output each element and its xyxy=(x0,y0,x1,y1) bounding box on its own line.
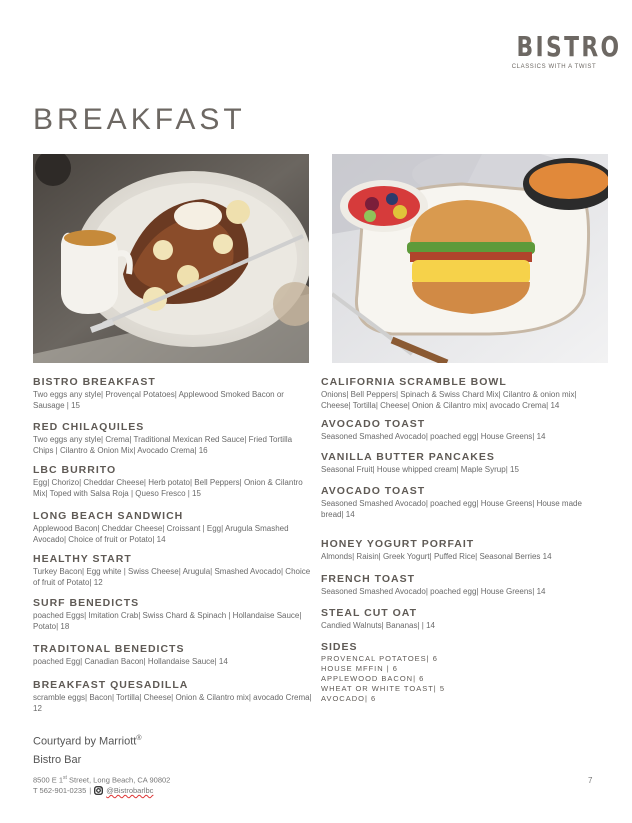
footer-address xyxy=(33,773,333,786)
side-item: APPLEWOOD BACON| 6 xyxy=(321,674,425,683)
menu-item xyxy=(33,679,313,714)
item-desc: Two eggs any style| Provençal Potatoes| Applewood Smoked Bacon or Sausage | 15 xyxy=(33,390,284,410)
menu-item xyxy=(33,421,313,456)
address-prefix: 8500 E 1 xyxy=(33,775,64,785)
item-name: AVOCADO TOAST xyxy=(321,485,426,497)
address-suffix: Street, Long Beach, CA 90802 xyxy=(66,775,171,785)
item-name: AVOCADO TOAST xyxy=(321,418,426,430)
instagram-icon xyxy=(94,786,103,795)
instagram-handle-link[interactable]: @Bistrobarlbc xyxy=(106,786,154,796)
item-desc: Seasonal Fruit| House whipped cream| Maple Syrup| 15 xyxy=(321,465,519,474)
menu-item xyxy=(321,376,591,411)
item-desc: Seasoned Smashed Avocado| poached egg| House Greens| 14 xyxy=(321,432,546,441)
item-name: FRENCH TOAST xyxy=(321,573,416,585)
menu-item xyxy=(33,376,313,411)
separator: | xyxy=(89,786,92,796)
bistro-logo xyxy=(506,30,622,70)
side-item: AVOCADO| 6 xyxy=(321,694,377,703)
side-item: HOUSE MFFIN | 6 xyxy=(321,664,398,673)
menu-item xyxy=(321,451,591,476)
side-item: WHEAT OR WHITE TOAST| 5 xyxy=(321,684,445,693)
item-desc: Onions| Bell Peppers| Spinach & Swiss Chard Mix| Cilantro & onion mix| Cheese| Tortilla| Cheese| Onion & Cilantro mix| avocado Crema| 14 xyxy=(321,390,577,410)
item-name: LONG BEACH SANDWICH xyxy=(33,510,184,522)
menu-item xyxy=(33,464,313,499)
footer-contact xyxy=(33,785,333,796)
item-desc: Almonds| Raisin| Greek Yogurt| Puffed Rice| Seasonal Berries 14 xyxy=(321,552,552,561)
menu-item xyxy=(321,538,591,563)
footer-venue: Bistro Bar xyxy=(33,753,82,766)
item-desc: Egg| Chorizo| Cheddar Cheese| Herb potato| Bell Peppers| Onion & Cilantro Mix| Toped with Salsa Roja | Queso Fresco | 15 xyxy=(33,478,303,498)
item-desc: poached Egg| Canadian Bacon| Hollandaise Sauce| 14 xyxy=(33,657,228,666)
phone-number: T 562-901-0235 xyxy=(33,786,87,796)
registered-mark: ® xyxy=(136,735,142,742)
footer-brand xyxy=(33,732,333,749)
menu-item xyxy=(321,573,591,598)
item-name: STEAL CUT OAT xyxy=(321,607,418,619)
item-name: BISTRO BREAKFAST xyxy=(33,376,156,388)
item-name: SURF BENEDICTS xyxy=(33,597,140,609)
item-name: HONEY YOGURT PORFAIT xyxy=(321,538,475,550)
item-desc: poached Eggs| Imitation Crab| Swiss Chard & Spinach | Hollandaise Sauce| Potato| 18 xyxy=(33,611,302,631)
brand-text: Courtyard by Marriott xyxy=(33,735,137,748)
item-name: RED CHILAQUILES xyxy=(33,421,145,433)
breakfast-sandwich-photo xyxy=(332,154,608,363)
menu-item xyxy=(33,643,313,668)
item-name: CALIFORNIA SCRAMBLE BOWL xyxy=(321,376,507,388)
menu-item xyxy=(33,597,313,632)
item-desc: Seasoned Smashed Avocado| poached egg| House Greens| House made bread| 14 xyxy=(321,499,582,519)
logo-wordmark: BISTRO xyxy=(516,30,622,63)
menu-item xyxy=(33,510,313,545)
page-number: 7 xyxy=(588,776,593,785)
item-desc: Seasoned Smashed Avocado| poached egg| House Greens| 14 xyxy=(321,587,546,596)
item-desc: Two eggs any style| Crema| Traditional Mexican Red Sauce| Fried Tortilla Chips | Cilantro & Onion Mix| Avocado Crema| 16 xyxy=(33,435,293,455)
footer xyxy=(33,732,333,796)
item-name: VANILLA BUTTER PANCAKES xyxy=(321,451,495,463)
menu-item xyxy=(33,553,313,588)
sides-title: SIDES xyxy=(321,641,358,653)
logo-tagline: CLASSICS WITH A TWIST xyxy=(511,64,597,70)
page-title: BREAKFAST xyxy=(33,103,246,136)
menu-item xyxy=(321,607,591,632)
sides-section xyxy=(321,641,591,704)
french-toast-photo xyxy=(33,154,309,363)
item-desc: Candied Walnuts| Bananas| | 14 xyxy=(321,621,436,630)
item-desc: Applewood Bacon| Cheddar Cheese| Croissant | Egg| Arugula Smashed Avocado| Choice of fruit or Potato| 14 xyxy=(33,524,289,544)
item-desc: scramble eggs| Bacon| Tortilla| Cheese| Onion & Cilantro mix| avocado Crema| 12 xyxy=(33,693,312,713)
item-name: TRADITONAL BENEDICTS xyxy=(33,643,185,655)
item-name: LBC BURRITO xyxy=(33,464,117,476)
item-desc: Turkey Bacon| Egg white | Swiss Cheese| Arugula| Smashed Avocado| Choice of fruit of Potato| 12 xyxy=(33,567,311,587)
menu-item xyxy=(321,485,591,520)
menu-item xyxy=(321,418,591,443)
address-sup: st xyxy=(63,774,67,781)
item-name: BREAKFAST QUESADILLA xyxy=(33,679,189,691)
item-name: HEALTHY START xyxy=(33,553,132,565)
side-item: PROVENCAL POTATOES| 6 xyxy=(321,654,438,663)
